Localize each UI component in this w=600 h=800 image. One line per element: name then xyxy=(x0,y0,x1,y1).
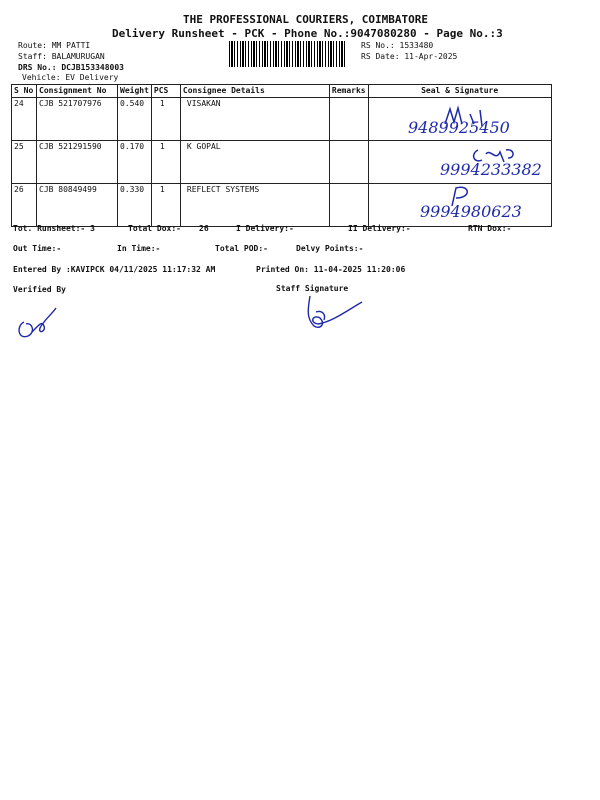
cell-sno: 26 xyxy=(12,184,37,227)
total-dox-label: Total Dox:- xyxy=(128,224,181,233)
total-pod-label: Total POD:- xyxy=(215,244,268,253)
cell-consignment: CJB 521707976 xyxy=(37,98,118,141)
cell-remarks xyxy=(329,141,368,184)
cell-sno: 24 xyxy=(12,98,37,141)
verified-by-label: Verified By xyxy=(13,285,66,294)
barcode xyxy=(229,41,347,67)
cell-remarks xyxy=(329,98,368,141)
vehicle-label: Vehicle: EV Delivery xyxy=(22,73,119,82)
signature-scribble-icon xyxy=(470,144,520,166)
cell-pcs: 1 xyxy=(151,141,180,184)
cell-weight: 0.540 xyxy=(118,98,152,141)
cell-weight: 0.170 xyxy=(118,141,152,184)
route-label: Route: MM PATTI xyxy=(18,41,91,50)
col-remarks: Remarks xyxy=(329,85,368,98)
col-consignment: Consignment No xyxy=(37,85,118,98)
cell-consignee: REFLECT SYSTEMS xyxy=(180,184,329,227)
staff-signature-icon xyxy=(296,294,368,334)
col-sno: S No xyxy=(12,85,37,98)
printed-on: Printed On: 11-04-2025 11:20:06 xyxy=(256,265,406,274)
in-time-label: In Time:- xyxy=(117,244,161,253)
cell-sno: 25 xyxy=(12,141,37,184)
handwritten-phone-25: 9994233382 xyxy=(440,160,542,179)
handwritten-phone-24: 9489925450 xyxy=(408,118,510,137)
total-dox-value: 26 xyxy=(199,224,209,233)
cell-consignee: K GOPAL xyxy=(180,141,329,184)
entered-by: Entered By :KAVIPCK 04/11/2025 11:17:32 AM xyxy=(13,265,216,274)
rtn-dox-label: RTN Dox:- xyxy=(468,224,512,233)
cell-pcs: 1 xyxy=(151,98,180,141)
cell-remarks xyxy=(329,184,368,227)
out-time-label: Out Time:- xyxy=(13,244,62,253)
cell-consignment: CJB 80849499 xyxy=(37,184,118,227)
verifier-signature-icon xyxy=(14,302,60,342)
rs-date-label: RS Date: 11-Apr-2025 xyxy=(361,52,458,61)
col-signature: Seal & Signature xyxy=(368,85,551,98)
ii-delivery-label: II Delivery:- xyxy=(348,224,411,233)
tot-runsheet: Tot. Runsheet:- 3 xyxy=(13,224,95,233)
col-weight: Weight xyxy=(118,85,152,98)
rs-no-label: RS No.: 1533480 xyxy=(361,41,434,50)
col-pcs: PCS xyxy=(151,85,180,98)
signature-scribble-icon xyxy=(440,104,500,128)
drs-label: DRS No.: DCJB153348003 xyxy=(18,63,124,72)
i-delivery-label: I Delivery:- xyxy=(236,224,294,233)
col-consignee: Consignee Details xyxy=(180,85,329,98)
delvy-points-label: Delvy Points:- xyxy=(296,244,364,253)
runsheet-subtitle: Delivery Runsheet - PCK - Phone No.:9047080280 - Page No.:3 xyxy=(112,27,503,40)
company-title: THE PROFESSIONAL COURIERS, COIMBATORE xyxy=(183,13,429,26)
cell-weight: 0.330 xyxy=(118,184,152,227)
cell-pcs: 1 xyxy=(151,184,180,227)
handwritten-phone-26: 9994980623 xyxy=(420,202,522,221)
staff-label: Staff: BALAMURUGAN xyxy=(18,52,105,61)
cell-consignment: CJB 521291590 xyxy=(37,141,118,184)
table-header-row xyxy=(12,85,552,98)
staff-signature-label: Staff Signature xyxy=(276,284,349,293)
cell-consignee: VISAKAN xyxy=(180,98,329,141)
signature-scribble-icon xyxy=(446,184,486,208)
